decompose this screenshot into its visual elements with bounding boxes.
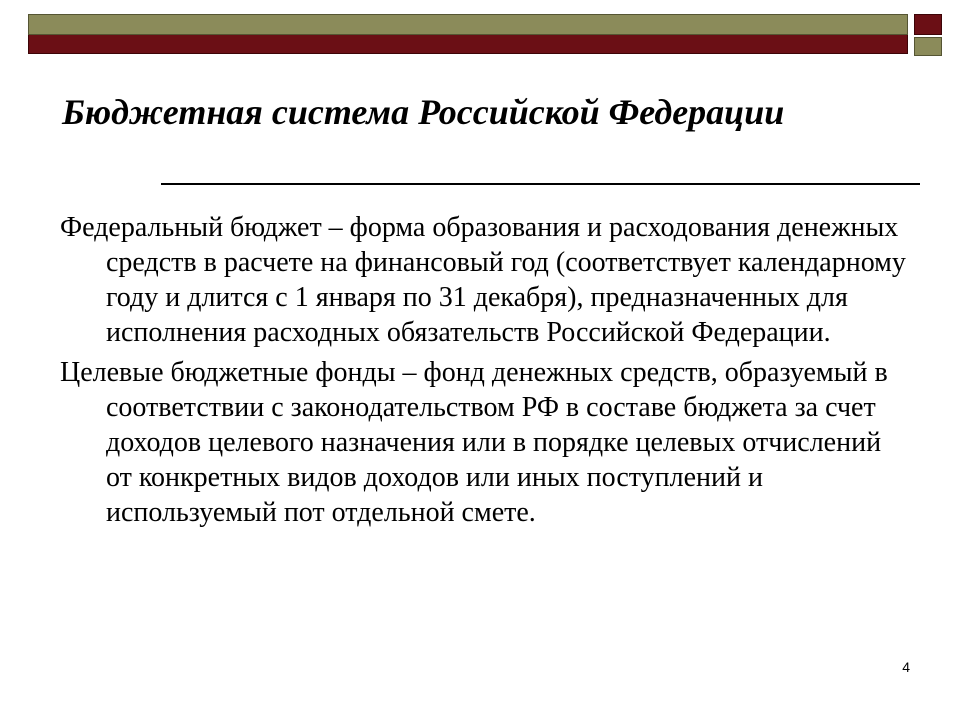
header-band-olive xyxy=(28,14,908,35)
title-divider xyxy=(161,183,920,185)
slide-title: Бюджетная система Российской Федерации xyxy=(62,92,785,132)
header-square-olive xyxy=(914,37,942,56)
paragraph-target-funds: Целевые бюджетные фонды – фонд денежных средств, образуемый в соответствии с законодательством РФ в составе бюджета за счет доходов целевого назначения или в порядке целевых отчислений от конкретных видов доходов или иных поступлений и используемый пот отдельной смете. xyxy=(60,357,888,528)
header-square-maroon xyxy=(914,14,942,35)
paragraph-federal-budget: Федеральный бюджет – форма образования и расходования денежных средств в расчете на финансовый год (соответствует календарному году и длится с 1 января по 31 декабря), предназначенных для исполнения расходных обязательств Российской Федерации. xyxy=(60,212,906,348)
slide-body xyxy=(60,210,910,535)
page-number: 4 xyxy=(902,659,910,675)
header-band-maroon xyxy=(28,35,908,54)
